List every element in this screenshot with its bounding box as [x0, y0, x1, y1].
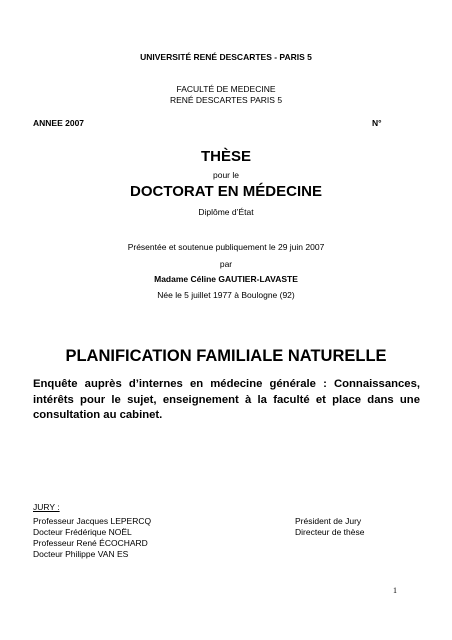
number-label: N° — [372, 118, 382, 128]
by-label: par — [219, 259, 233, 269]
year-label: ANNEE 2007 — [33, 118, 85, 128]
diploma-label: Diplôme d’État — [198, 207, 254, 217]
page-number: 1 — [393, 586, 397, 595]
jury-member-role: Président de Jury — [295, 516, 362, 526]
jury-member-role: Directeur de thèse — [295, 527, 365, 537]
thesis-for: pour le — [213, 170, 239, 180]
thesis-title: THÈSE — [200, 148, 251, 165]
faculty-line-2: RENÉ DESCARTES PARIS 5 — [169, 95, 283, 105]
jury-member-name: Professeur Jacques LEPERCQ — [33, 516, 152, 526]
university-name: UNIVERSITÉ RENÉ DESCARTES - PARIS 5 — [140, 52, 312, 62]
presentation-date: Présentée et soutenue publiquement le 29 juin 2007 — [127, 242, 325, 252]
jury-member-name: Docteur Frédérique NOËL — [33, 527, 132, 537]
jury-label: JURY : — [33, 502, 60, 512]
jury-member-name: Professeur René ÉCOCHARD — [33, 538, 148, 548]
faculty-line-1: FACULTÉ DE MEDECINE — [176, 84, 276, 94]
main-title: PLANIFICATION FAMILIALE NATURELLE — [65, 347, 387, 365]
jury-member-name: Docteur Philippe VAN ES — [33, 549, 129, 559]
author-birth: Née le 5 juillet 1977 à Boulogne (92) — [157, 290, 295, 300]
main-subtitle: Enquête auprès d’internes en médecine générale : Connaissances, intérêts pour le sujet, enseignement à la faculté et place dans une consultation au cabinet. — [33, 378, 420, 421]
degree-title: DOCTORAT EN MÉDECINE — [130, 183, 322, 200]
author-name: Madame Céline GAUTIER-LAVASTE — [154, 274, 298, 284]
